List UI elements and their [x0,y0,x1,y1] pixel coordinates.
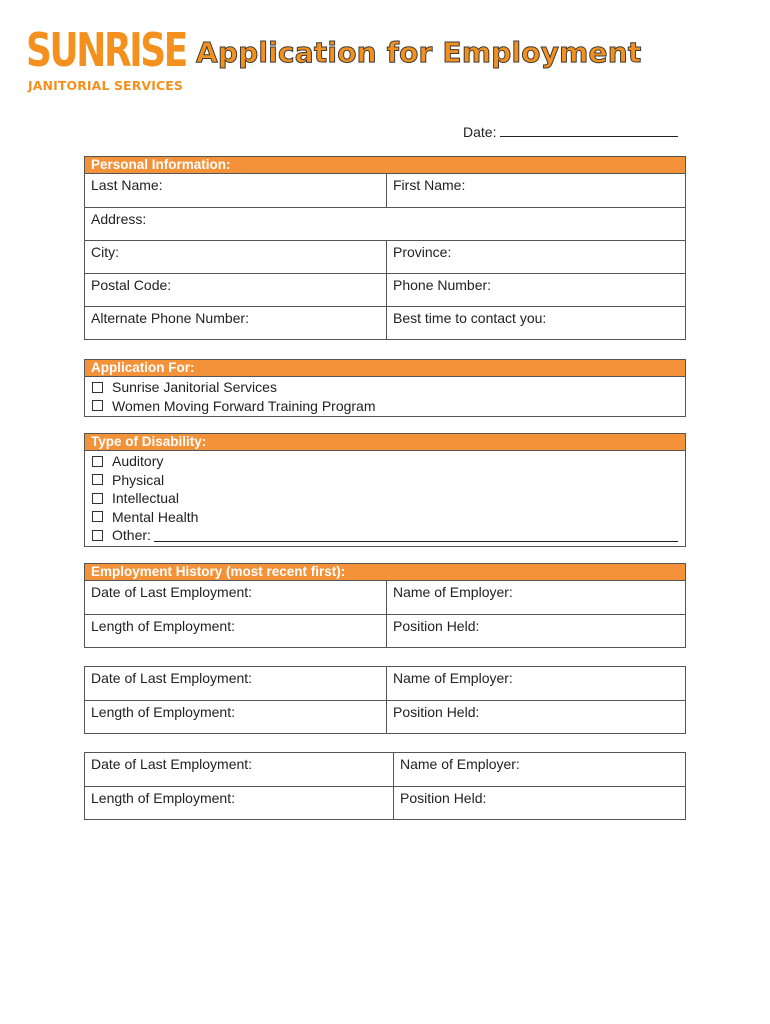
logo-subtitle: JANITORIAL SERVICES [28,78,183,93]
personal-information-heading: Personal Information: [85,157,685,174]
first-name-field[interactable]: First Name: [393,177,466,193]
checkbox[interactable] [92,456,103,467]
checkbox[interactable] [92,382,103,393]
option-label: Women Moving Forward Training Program [112,397,376,414]
best-time-field[interactable]: Best time to contact you: [393,310,547,326]
employment-history-section [84,563,686,648]
list-item [92,378,685,397]
checkbox[interactable] [92,511,103,522]
form-row [85,786,685,819]
date-of-last-employment-field[interactable]: Date of Last Employment: [85,667,387,700]
phone-number-field[interactable]: Phone Number: [393,277,492,293]
employment-entry-3 [84,752,686,820]
option-label: Physical [112,471,165,488]
name-of-employer-field[interactable]: Name of Employer: [393,584,513,600]
length-of-employment-field[interactable]: Length of Employment: [85,787,394,819]
disability-section [84,433,686,547]
other-input-line[interactable] [154,528,678,542]
date-label: Date: [463,124,497,140]
disability-options [85,451,685,546]
checkbox[interactable] [92,530,103,541]
list-item [92,526,685,545]
name-of-employer-field[interactable]: Name of Employer: [393,670,513,686]
postal-code-field[interactable]: Postal Code: [85,274,387,306]
name-of-employer-field[interactable]: Name of Employer: [400,756,520,772]
position-held-field[interactable]: Position Held: [393,618,480,634]
application-for-section [84,359,686,417]
disability-heading: Type of Disability: [85,434,685,451]
list-item [92,452,685,471]
address-field[interactable]: Address: [91,211,147,227]
option-label: Intellectual [112,490,179,506]
list-item [92,397,685,416]
option-label: Sunrise Janitorial Services [112,379,277,395]
length-of-employment-field[interactable]: Length of Employment: [85,701,387,733]
form-row [85,581,685,614]
list-item [92,508,685,527]
form-row [85,667,685,700]
date-field [463,124,678,140]
page-title: Application for Employment [196,36,642,69]
checkbox[interactable] [92,493,103,504]
province-field[interactable]: Province: [393,244,452,260]
position-held-field[interactable]: Position Held: [400,790,487,806]
date-of-last-employment-field[interactable]: Date of Last Employment: [85,581,387,614]
company-logo [26,24,186,94]
option-label: Auditory [112,453,164,469]
form-row [85,614,685,647]
form-row [85,207,685,240]
application-for-heading: Application For: [85,360,685,377]
employment-entry-2 [84,666,686,734]
list-item [92,489,685,508]
length-of-employment-field[interactable]: Length of Employment: [85,615,387,647]
employment-history-heading: Employment History (most recent first): [85,564,685,581]
page-header [24,22,744,102]
form-row [85,753,685,786]
other-label: Other: [112,527,151,543]
personal-information-section [84,156,686,340]
list-item [92,471,685,490]
form-row [85,240,685,273]
application-options [85,377,685,416]
option-label: Mental Health [112,508,199,525]
city-field[interactable]: City: [85,241,387,273]
form-row [85,306,685,339]
position-held-field[interactable]: Position Held: [393,704,480,720]
date-input-line[interactable] [500,124,678,137]
checkbox[interactable] [92,474,103,485]
alternate-phone-field[interactable]: Alternate Phone Number: [85,307,387,339]
date-of-last-employment-field[interactable]: Date of Last Employment: [85,753,394,786]
logo-wordmark: SUNRISE [26,23,186,77]
form-row [85,174,685,207]
checkbox[interactable] [92,400,103,411]
last-name-field[interactable]: Last Name: [85,174,387,207]
form-row [85,700,685,733]
form-row [85,273,685,306]
